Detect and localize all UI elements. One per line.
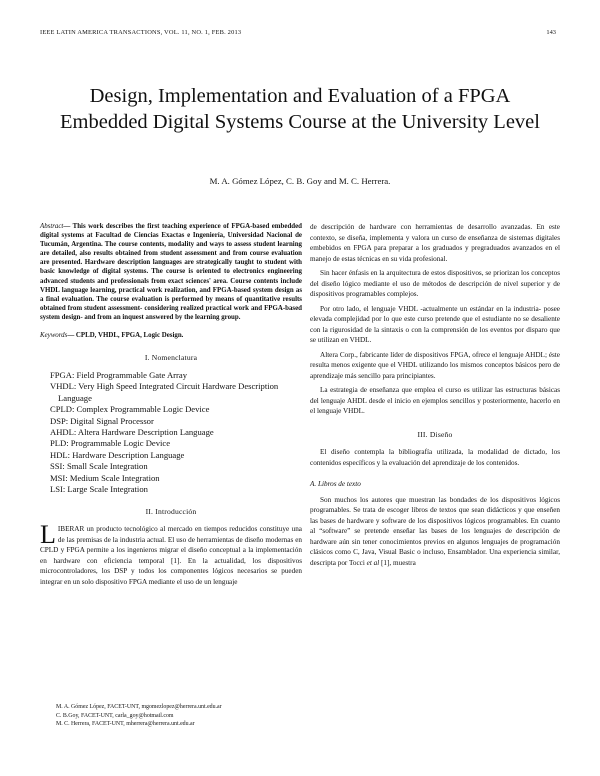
textbooks-text-end: [1], muestra [379, 558, 416, 567]
nomenclature-item: HDL: Hardware Description Language [50, 449, 185, 460]
nomenclature-heading: I. Nomenclatura [144, 352, 198, 362]
authors: M. A. Gómez López, C. B. Goy and M. C. Herrera. [209, 176, 391, 186]
nomenclature-list [40, 370, 302, 495]
body-paragraph: de descripción de hardware con herramientas de desarrollo avanzadas. En este contexto, se diseña, implementa y valora un curso de enseñanza de sistemas digitales embebidos en FPGA para preparar a los graduados y pregraduados avanzados en el manejo de estas técnicas en su vida profesional. [310, 223, 560, 263]
right-column [310, 222, 560, 568]
keywords-label: Keywords [40, 332, 68, 340]
nomenclature-item: AHDL: Altera Hardware Description Language [50, 427, 214, 438]
abstract [40, 222, 302, 322]
intro-lead-word: IBERAR [57, 525, 85, 533]
intro-text: un producto tecnológico al mercado en tiempos reducidos constituye una de las premisas de la industria actual. El uso de herramientas de diseño modernas en CPLD y FPGA permite a los ingenieros migrar el diseño conceptual a la implementación en hardware con eficiencia temporal [1]. En la actualidad, los dispositivos microcontroladores, los DSP y todos los componentes lógicos necesarios se pueden integrar en un solo dispositivo FPGA mediante el uso de un lenguaje [40, 525, 302, 586]
textbooks-paragraph [310, 495, 560, 569]
nomenclature-item: SSI: Small Scale Integration [50, 461, 148, 472]
body-paragraph: Altera Corp., fabricante líder de dispositivos FPGA, ofrece el lenguaje AHDL; éste resulta menos exigente que el VHDL utilizando los mismos conceptos básicos pero de aprendizaje más sencillo para principiantes. [310, 350, 560, 380]
introduction-heading: II. Introducción [145, 506, 197, 516]
abstract-text: — This work describes the first teaching experience of FPGA-based embedded digital systems at Facultad de Ciencias Exactas e Ingeniería, Universidad Nacional de Tucumán, Argentina. The course contents, modality and ways to assess student learning are detailed, also results obtained from student assessment and from course evaluation are presented. Hardware description languages are strategically taught to student with basic knowledge of digital systems. The course is oriented to electronics engineering advanced students and professionals from exact sciences' area. Course contents include VHDL language learning, practical work realization, and FPGA-based system design as a final evaluation. The course evaluation is performed by means of quantitative results obtained from student assessment- considering realized practical work and FPGA-based system design- and from an inquest answered by the learning group. [40, 223, 302, 321]
nomenclature-item: MSI: Medium Scale Integration [50, 472, 160, 483]
running-head: IEEE LATIN AMERICA TRANSACTIONS, VOL. 11, NO. 1, FEB. 2013 [40, 29, 242, 36]
keywords-text: — CPLD, VHDL, FPGA, Logic Design. [67, 332, 184, 340]
page-number: 143 [546, 29, 556, 36]
nomenclature-item: CPLD: Complex Programmable Logic Device [50, 404, 210, 415]
body-paragraph: Por otro lado, el lenguaje VHDL -actualmente un estándar en la industria- posee elevada complejidad por lo que este curso pretende que el estudiante no se desaliente con la rigurosidad de la sintaxis o con la comprensión de los eventos por disparo que se utilizan en VHDL. [310, 304, 560, 344]
design-heading: III. Diseño [417, 429, 453, 439]
textbooks-heading: A. Libros de texto [310, 480, 361, 488]
keywords [40, 331, 302, 342]
textbooks-text: Son muchos los autores que muestran las bondades de los dispositivos lógicos programables. Se trata de escoger libros de textos que sean didácticos y que enseñen las bases de hardware y software de los dispositivos lógicos programables. En cuanto al “software” se pretende enseñar las bases de los lenguajes de descripción de hardware aún sin tener conocimientos previos en algunos lenguajes de programación clásicos como C, Java, Visual Basic o incluso, Ensamblador. Una experiencia similar, descripta por Tocci [310, 495, 560, 567]
nomenclature-item: VHDL: Very High Speed Integrated Circuit Hardware Description Language [50, 381, 279, 403]
paper-title: Design, Implementation and Evaluation of a FPGA Embedded Digital Systems Course at the University Level [60, 85, 540, 133]
nomenclature-item: DSP: Digital Signal Processor [50, 415, 154, 426]
design-paragraph: El diseño contempla la bibliografía utilizada, la modalidad de dictado, los contenidos específicos y la evaluación del aprendizaje de los contenidos. [310, 448, 560, 467]
author-footnotes [56, 703, 222, 729]
nomenclature-item: FPGA: Field Programmable Gate Array [50, 370, 188, 381]
left-column [40, 222, 302, 587]
abstract-label: Abstract [40, 223, 64, 230]
textbooks-et-al: et al [366, 558, 380, 567]
introduction-paragraph [40, 520, 302, 587]
nomenclature-item: LSI: Large Scale Integration [50, 484, 148, 495]
body-paragraph: La estrategia de enseñanza que emplea el curso es utilizar las estructuras básicas del lenguaje AHDL desde el inicio en ejemplos sencillos y posteriormente, hacerlo en el lenguaje VHDL. [310, 386, 560, 415]
footnote: C. B.Goy, FACET-UNT, carla_goy@hotmail.com [56, 712, 174, 719]
footnote: M. A. Gómez López, FACET-UNT, mgomezlopez@herrera.unt.edu.ar [56, 704, 222, 710]
drop-cap: L [40, 520, 56, 549]
nomenclature-item: PLD: Programmable Logic Device [50, 438, 171, 449]
body-paragraph: Sin hacer énfasis en la arquitectura de estos dispositivos, se priorizan los conceptos del diseño lógico mediante el uso de métodos de descripción de nivel superior y de dispositivos programables complejos. [310, 269, 560, 298]
footnote: M. C. Herrera, FACET-UNT, mherrera@herrera.unt.edu.ar [56, 721, 195, 728]
